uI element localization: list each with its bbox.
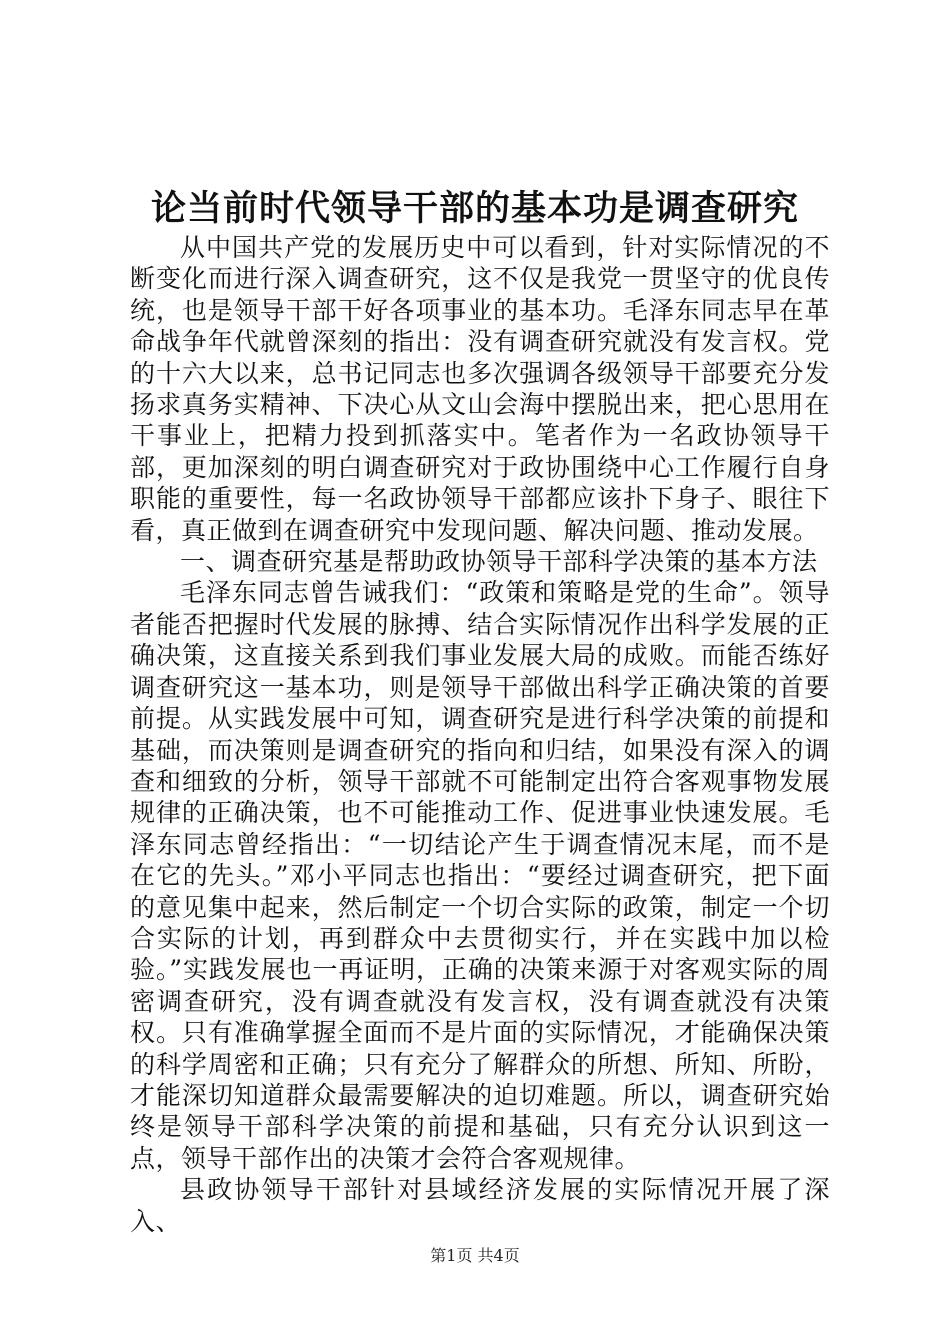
document-body [130, 232, 830, 1237]
paragraph-intro: 从中国共产党的发展历史中可以看到，针对实际情况的不断变化而进行深入调查研究，这不仅是我党一贯坚守的优良传统，也是领导干部干好各项事业的基本功。毛泽东同志早在革命战争年代就曾深刻的指出：没有调查研究就没有发言权。党的十六大以来，总书记同志也多次强调各级领导干部要充分发扬求真务实精神、下决心从文山会海中摆脱出来，把心思用在干事业上，把精力投到抓落实中。笔者作为一名政协领导干部，更加深刻的明白调查研究对于政协围绕中心工作履行自身职能的重要性，每一名政协领导干部都应该扑下身子、眼往下看，真正做到在调查研究中发现问题、解决问题、推动发展。 [130, 233, 830, 545]
document-title: 论当前时代领导干部的基本功是调查研究 [150, 188, 799, 229]
paragraph-section-1: 毛泽东同志曾告诫我们：“政策和策略是党的生命”。领导者能否把握时代发展的脉搏、结合实际情况作出科学发展的正确决策，这直接关系到我们事业发展大局的成败。而能否练好调查研究这一基本功，则是领导干部做出科学正确决策的首要前提。从实践发展中可知，调查研究是进行科学决策的前提和基础，而决策则是调查研究的指向和归结，如果没有深入的调查和细致的分析，领导干部就不可能制定出符合客观事物发展规律的正确决策，也不可能推动工作、促进事业快速发展。毛泽东同志曾经指出：“一切结论产生于调查情况末尾，而不是在它的先头。”邓小平同志也指出：“要经过调查研究，把下面的意见集中起来，然后制定一个切合实际的政策，制定一个切合实际的计划，再到群众中去贯彻实行，并在实践中加以检验。”实践发展也一再证明，正确的决策来源于对客观实际的周密调查研究，没有调查就没有发言权，没有调查就没有决策权。只有准确掌握全面而不是片面的实际情况，才能确保决策的科学周密和正确；只有充分了解群众的所想、所知、所盼，才能深切知道群众最需要解决的迫切难题。所以，调查研究始终是领导干部科学决策的前提和基础，只有充分认识到这一点，领导干部作出的决策才会符合客观规律。 [130, 578, 830, 1173]
section-heading: 一、调查研究基是帮助政协领导干部科学决策的基本方法 [180, 547, 818, 577]
page-footer: 第1页 共4页 [430, 1246, 520, 1265]
paragraph-continued: 县政协领导干部针对县域经济发展的实际情况开展了深入、 [130, 1175, 830, 1236]
